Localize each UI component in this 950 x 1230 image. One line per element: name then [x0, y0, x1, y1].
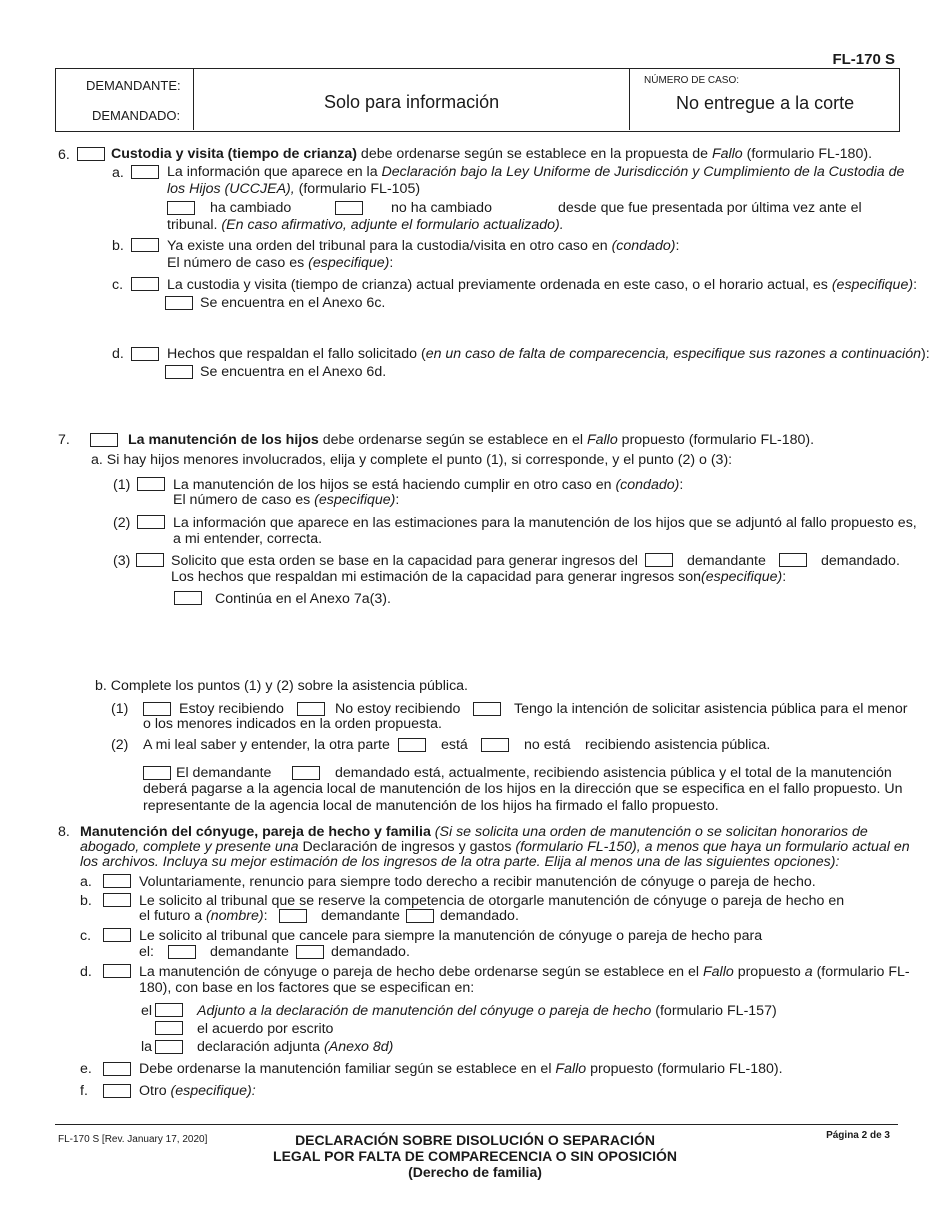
item-6-checkbox[interactable]: [77, 147, 105, 161]
item-8f-label: f.: [80, 1083, 88, 1099]
item-6d-attachment-checkbox[interactable]: [165, 365, 193, 379]
item-8d-text: La manutención de cónyuge o pareja de hecho debe ordenarse según se establece en el Fallo propuesto a (formulario FL-: [139, 964, 910, 980]
item-6-heading: Custodia y visita (tiempo de crianza) debe ordenarse según se establece en la propuesta de Fallo (formulario FL-180).: [111, 146, 873, 162]
item-6c-text: La custodia y visita (tiempo de crianza) actual previamente ordenada en este caso, o el horario actual, es (especifique):: [167, 277, 918, 293]
item-7a3-petitioner-checkbox[interactable]: [645, 553, 673, 567]
item-7b1-label: (1): [111, 701, 129, 717]
item-7a3-attachment-label: Continúa en el Anexo 7a(3).: [215, 591, 391, 607]
item-6a-text: La información que aparece en la Declaración bajo la Ley Uniforme de Jurisdicción y Cumplimiento de la Custodia de: [167, 164, 905, 180]
item-8e-label: e.: [80, 1061, 92, 1077]
item-6c-attachment-label: Se encuentra en el Anexo 6c.: [200, 295, 386, 311]
item-8b-respondent-label: demandado.: [440, 908, 519, 924]
item-6b-label: b.: [112, 238, 124, 254]
footer-rule: [55, 1124, 898, 1125]
form-id: FL-170 S: [832, 51, 895, 68]
item-7b1-receiving-label: Estoy recibiendo: [179, 701, 284, 717]
item-8d-checkbox[interactable]: [103, 964, 131, 978]
item-7b2-label: (2): [111, 737, 129, 753]
footer-revision: FL-170 S [Rev. January 17, 2020]: [58, 1134, 208, 1145]
item-7a1-case-number-text: El número de caso es (especifique):: [173, 492, 400, 508]
item-6d-text: Hechos que respaldan el fallo solicitado (en un caso de falta de comparecencia, especifique sus razones a continuación):: [167, 346, 930, 362]
item-6a-not-changed-label: no ha cambiado: [391, 200, 492, 216]
item-7a-text: a. Si hay hijos menores involucrados, elija y complete el punto (1), si corresponde, y el punto (2) o (3):: [91, 452, 733, 468]
item-8a-text: Voluntariamente, renuncio para siempre todo derecho a recibir manutención de cónyuge o pareja de hecho.: [139, 874, 816, 890]
item-8d-text-line2: 180), con base en los factores que se especifican en:: [139, 980, 475, 996]
item-8d-option2-checkbox[interactable]: [155, 1021, 183, 1035]
item-7a3-petitioner-label: demandante: [687, 553, 766, 569]
item-7a2-text-line2: a mi entender, correcta.: [173, 531, 323, 547]
item-8e-checkbox[interactable]: [103, 1062, 131, 1076]
item-6a-not-changed-checkbox[interactable]: [335, 201, 363, 215]
item-7b2-petitioner-label: El demandante: [176, 765, 272, 781]
item-7a1-text: La manutención de los hijos se está haciendo cumplir en otro caso en (condado):: [173, 477, 684, 493]
item-8a-checkbox[interactable]: [103, 874, 131, 888]
item-8d-label: d.: [80, 964, 92, 980]
caption-divider-right: [629, 68, 630, 130]
item-7b2-is-not-label: no está: [524, 737, 571, 753]
item-8c-checkbox[interactable]: [103, 928, 131, 942]
item-8c-petitioner-checkbox[interactable]: [168, 945, 196, 959]
item-7a3-facts-text: Los hechos que respaldan mi estimación de la capacidad para generar ingresos son(especifique):: [171, 569, 787, 585]
item-8b-respondent-checkbox[interactable]: [406, 909, 434, 923]
item-6d-checkbox[interactable]: [131, 347, 159, 361]
item-8f-text: Otro (especifique):: [139, 1083, 256, 1099]
item-7b2-is-label: está: [441, 737, 468, 753]
item-8-number: 8.: [58, 824, 70, 840]
item-8c-petitioner-label: demandante: [210, 944, 289, 960]
item-7a2-label: (2): [113, 515, 131, 531]
petitioner-label: DEMANDANTE:: [86, 78, 181, 93]
item-8-heading-line2: abogado, complete y presente una Declaración de ingresos y gastos (formulario FL-150), a menos que haya un formulario actual en: [80, 839, 910, 855]
item-8b-text: Le solicito al tribunal que se reserve la competencia de otorgarle manutención de cónyuge o pareja de hecho en: [139, 893, 845, 909]
item-6b-case-number-text: El número de caso es (especifique):: [167, 255, 394, 271]
item-6a-text-line2: los Hijos (UCCJEA), (formulario FL-105): [167, 181, 421, 197]
item-8b-future-text: el futuro a (nombre):: [139, 908, 268, 924]
item-8c-respondent-checkbox[interactable]: [296, 945, 324, 959]
item-7b-text: b. Complete los puntos (1) y (2) sobre la asistencia pública.: [95, 678, 468, 694]
item-7a1-label: (1): [113, 477, 131, 493]
item-7b2-petitioner-checkbox[interactable]: [143, 766, 171, 780]
item-7b2-text: A mi leal saber y entender, la otra parte: [143, 737, 390, 753]
item-6c-checkbox[interactable]: [131, 277, 159, 291]
item-8-heading-line3: los archivos. Incluya su mejor estimación de los ingresos de la otra parte. Elija al menos una de las siguientes opciones):: [80, 854, 840, 870]
item-7a3-checkbox[interactable]: [136, 553, 164, 567]
item-7a3-label: (3): [113, 553, 131, 569]
footer-title-line1: DECLARACIÓN SOBRE DISOLUCIÓN O SEPARACIÓN: [295, 1132, 655, 1148]
caption-center-text: Solo para información: [324, 92, 500, 112]
item-7b2-line2: deberá pagarse a la agencia local de manutención de los hijos en la dirección que se especifica en el fallo propuesto. Un: [143, 781, 903, 797]
item-6a-tribunal-text: tribunal. (En caso afirmativo, adjunte el formulario actualizado).: [167, 217, 564, 233]
footer-title-line3: (Derecho de familia): [408, 1164, 542, 1180]
item-7b2-is-not-checkbox[interactable]: [481, 738, 509, 752]
item-7b2-respondent-checkbox[interactable]: [292, 766, 320, 780]
item-6a-changed-checkbox[interactable]: [167, 201, 195, 215]
item-6b-text: Ya existe una orden del tribunal para la custodia/visita en otro caso en (condado):: [167, 238, 680, 254]
item-8b-label: b.: [80, 893, 92, 909]
item-7b2-is-checkbox[interactable]: [398, 738, 426, 752]
item-8b-petitioner-label: demandante: [321, 908, 400, 924]
footer-page-number: Página 2 de 3: [826, 1130, 890, 1141]
item-6c-attachment-checkbox[interactable]: [165, 296, 193, 310]
item-7a2-checkbox[interactable]: [137, 515, 165, 529]
item-8f-checkbox[interactable]: [103, 1084, 131, 1098]
item-7a3-respondent-checkbox[interactable]: [779, 553, 807, 567]
item-6a-changed-label: ha cambiado: [210, 200, 292, 216]
item-8d-option3-checkbox[interactable]: [155, 1040, 183, 1054]
footer-title-line2: LEGAL POR FALTA DE COMPARECENCIA O SIN OPOSICIÓN: [273, 1148, 677, 1164]
item-7b1-receiving-checkbox[interactable]: [143, 702, 171, 716]
case-number-value: No entregue a la corte: [676, 93, 855, 113]
item-6d-label: d.: [112, 346, 124, 362]
item-7a1-checkbox[interactable]: [137, 477, 165, 491]
item-8a-label: a.: [80, 874, 92, 890]
item-8d-option1-label: Adjunto a la declaración de manutención del cónyuge o pareja de hecho (formulario FL-157): [197, 1003, 777, 1019]
respondent-label: DEMANDADO:: [92, 108, 181, 123]
item-8d-la-label: la: [141, 1039, 153, 1055]
item-7a2-text: La información que aparece en las estimaciones para la manutención de los hijos que se adjuntó al fallo propuesto es,: [173, 515, 917, 531]
item-7b1-intend-label: Tengo la intención de solicitar asistencia pública para el menor: [514, 701, 908, 717]
item-8e-text: Debe ordenarse la manutención familiar según se establece en el Fallo propuesto (formulario FL-180).: [139, 1061, 783, 1077]
caption-divider-left: [193, 68, 194, 130]
item-8c-text: Le solicito al tribunal que cancele para siempre la manutención de cónyuge o pareja de hecho para: [139, 928, 763, 944]
item-6d-attachment-label: Se encuentra en el Anexo 6d.: [200, 364, 387, 380]
item-6-number: 6.: [58, 147, 70, 163]
item-8b-checkbox[interactable]: [103, 893, 131, 907]
item-7b2-line3: representante de la agencia local de manutención de los hijos ha firmado el fallo propuesto.: [143, 798, 719, 814]
item-8b-petitioner-checkbox[interactable]: [279, 909, 307, 923]
item-6a-checkbox[interactable]: [131, 165, 159, 179]
case-number-label: NÚMERO DE CASO:: [644, 75, 740, 86]
item-8d-el-label: el: [141, 1003, 153, 1019]
item-7b2-end-text: recibiendo asistencia pública.: [585, 737, 771, 753]
item-8c-respondent-label: demandado.: [331, 944, 410, 960]
item-8-heading: Manutención del cónyuge, pareja de hecho y familia (Si se solicita una orden de manutención o se solicitan honorarios de: [80, 824, 868, 840]
item-7b1-not-receiving-checkbox[interactable]: [297, 702, 325, 716]
item-6a-since-text: desde que fue presentada por última vez ante el: [558, 200, 862, 216]
item-7b2-respondent-text: demandado está, actualmente, recibiendo asistencia pública y el total de la manutención: [335, 765, 892, 781]
item-8d-option2-label: el acuerdo por escrito: [197, 1021, 334, 1037]
item-6b-checkbox[interactable]: [131, 238, 159, 252]
item-7a3-attachment-checkbox[interactable]: [174, 591, 202, 605]
item-8c-label: c.: [80, 928, 92, 944]
item-7-heading: La manutención de los hijos debe ordenarse según se establece en el Fallo propuesto (formulario FL-180).: [128, 432, 815, 448]
item-6c-label: c.: [112, 277, 124, 293]
item-7-checkbox[interactable]: [90, 433, 118, 447]
item-8c-for-text: el:: [139, 944, 154, 960]
item-8d-option1-checkbox[interactable]: [155, 1003, 183, 1017]
item-7b1-line2: o los menores indicados en la orden propuesta.: [143, 716, 442, 732]
item-7-number: 7.: [58, 432, 70, 448]
item-7b1-not-receiving-label: No estoy recibiendo: [335, 701, 461, 717]
item-8d-option3-label: declaración adjunta (Anexo 8d): [197, 1039, 394, 1055]
item-7b1-intend-checkbox[interactable]: [473, 702, 501, 716]
item-7a3-respondent-label: demandado.: [821, 553, 900, 569]
item-6a-label: a.: [112, 165, 124, 181]
item-7a3-text: Solicito que esta orden se base en la capacidad para generar ingresos del: [171, 553, 638, 569]
